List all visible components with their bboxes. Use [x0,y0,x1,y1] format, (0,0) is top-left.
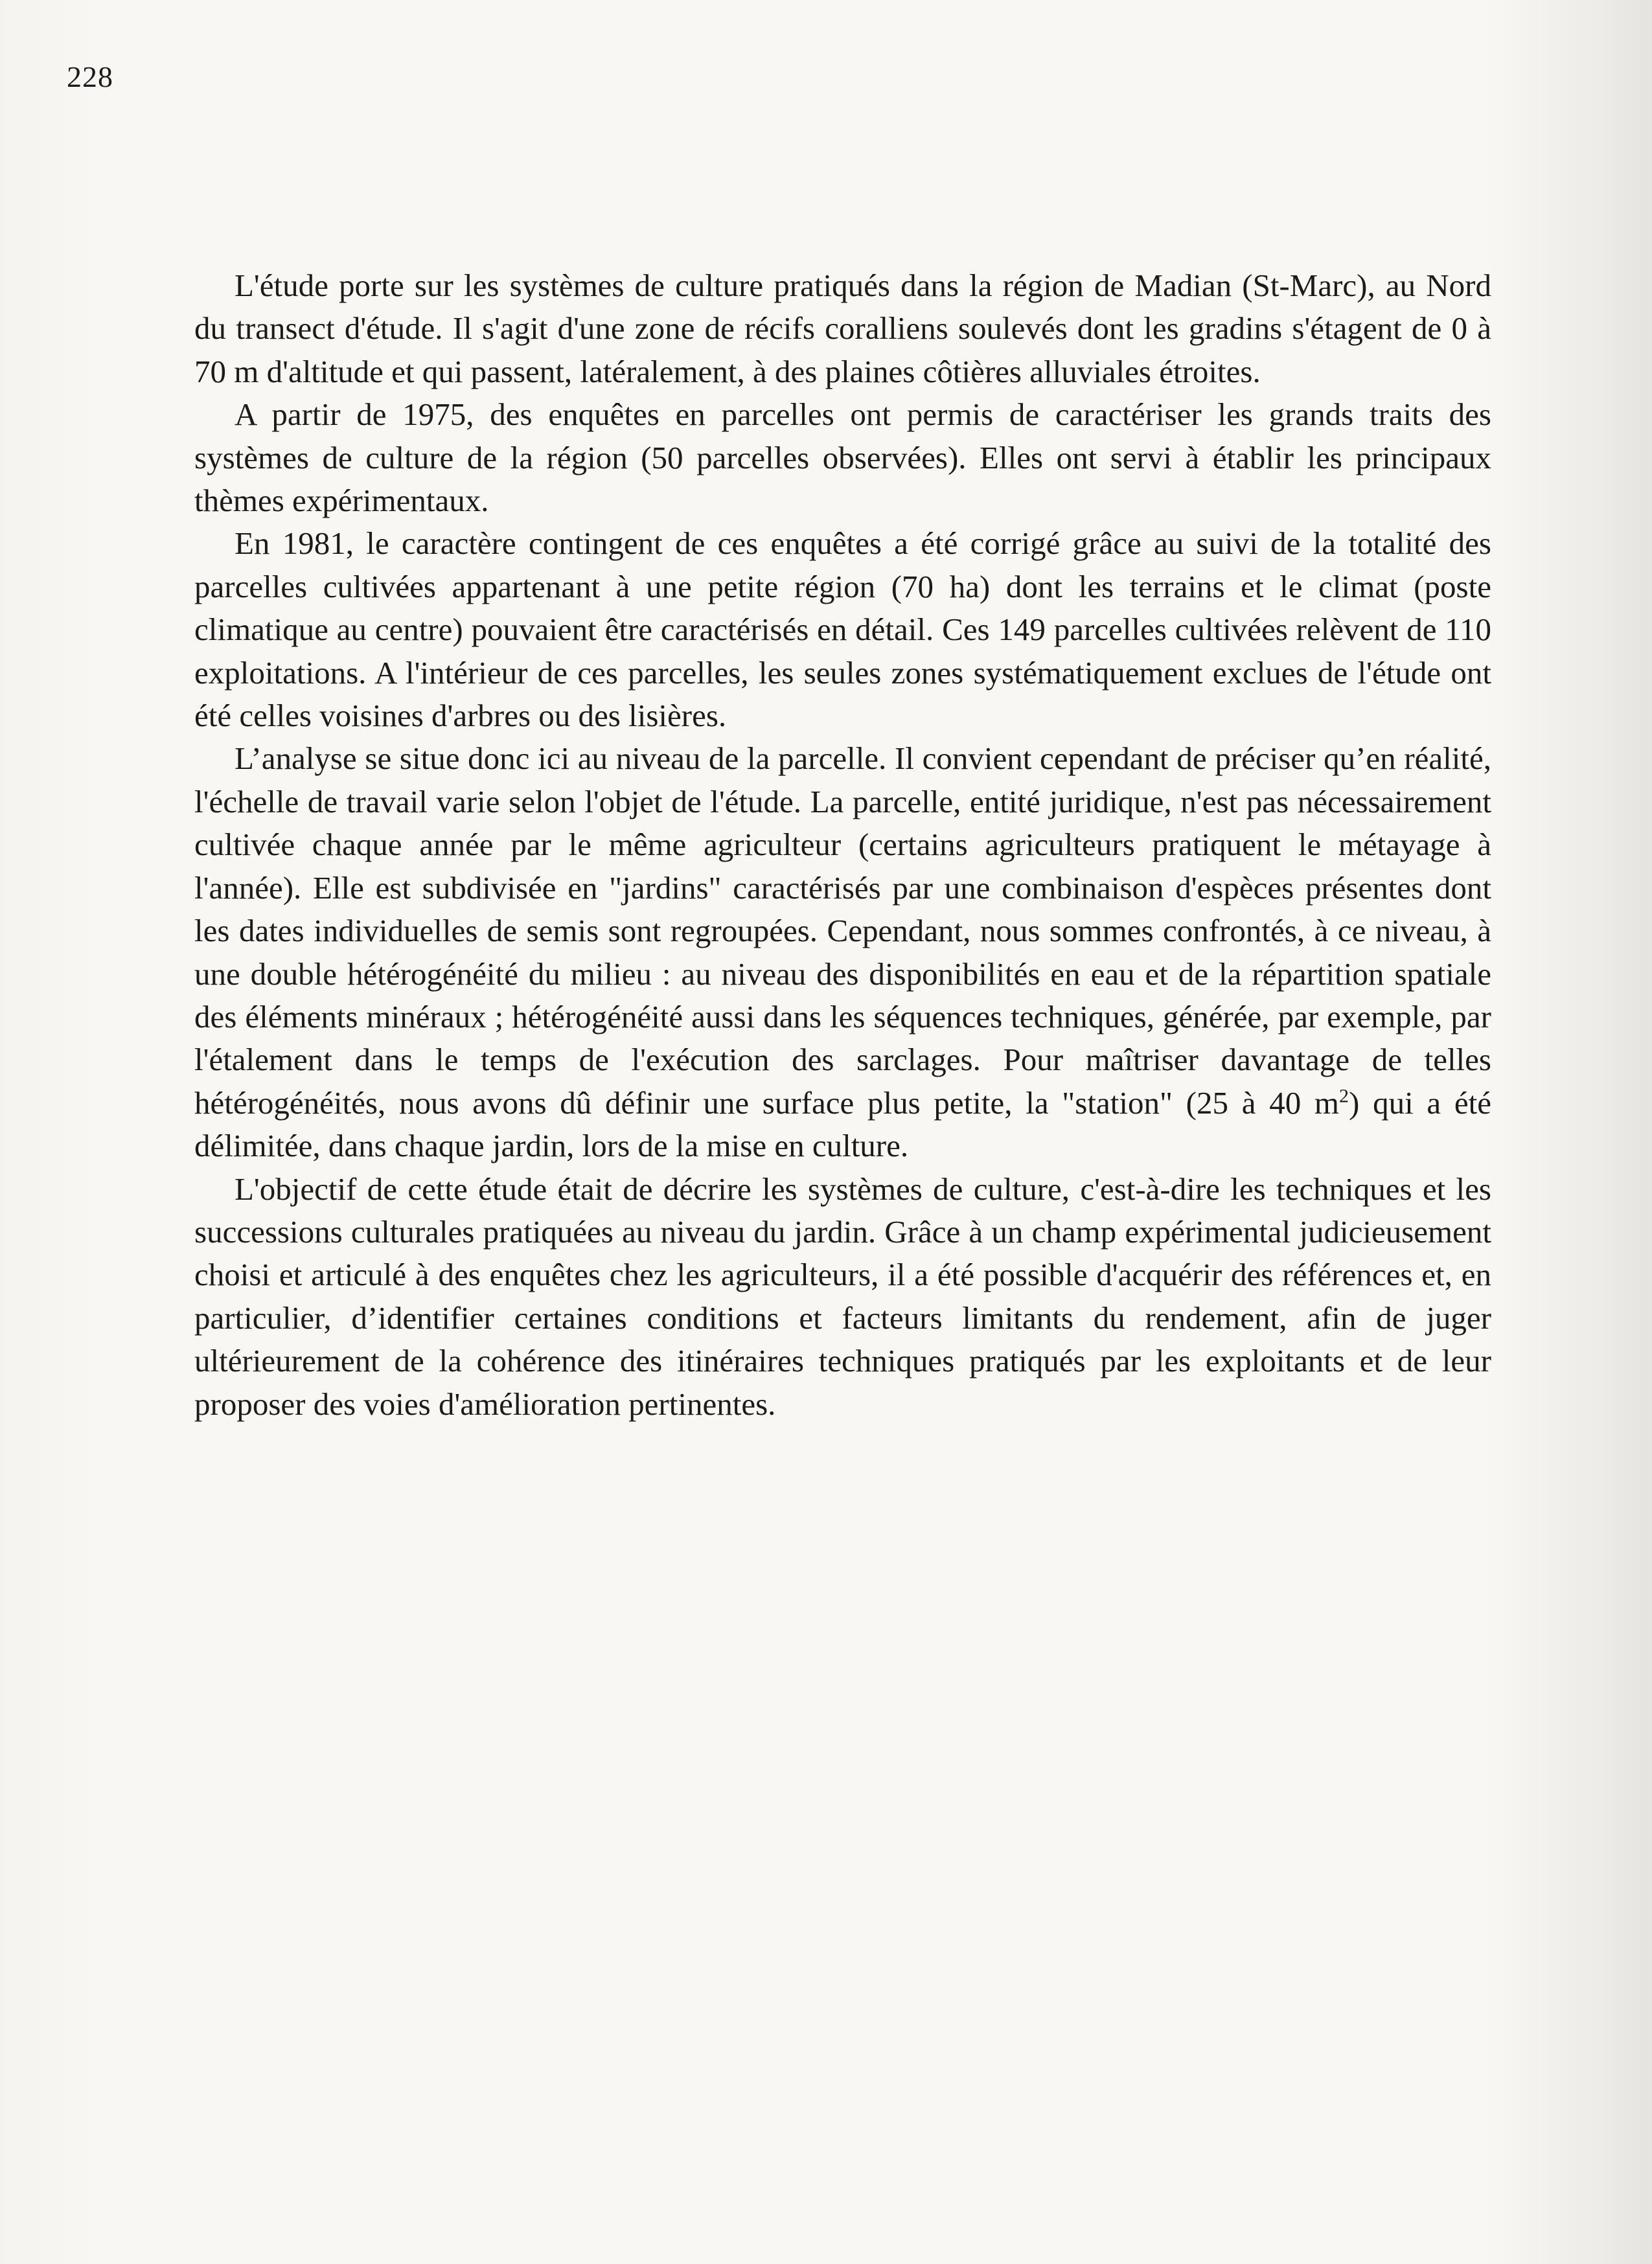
paragraph-analysis-level [194,737,1491,1167]
area-unit-exponent: 2 [1339,1085,1349,1107]
body-text [194,264,1491,1426]
page-number: 228 [67,60,113,93]
paragraph-followup-1981: En 1981, le caractère contingent de ces enquêtes a été corrigé grâce au suivi de la totalité des parcelles cultivées appartenant à une petite région (70 ha) dont les terrains et le climat (poste climatique au centre) pouvaient être caractérisés en détail. Ces 149 parcelles cultivées relèvent de 110 exploitations. A l'intérieur de ces parcelles, les seules zones systématiquement exclues de l'étude ont été celles voisines d'arbres ou des lisières. [194,525,1491,734]
paragraph-study-objective: L'objectif de cette étude était de décrire les systèmes de culture, c'est-à-dire les techniques et les successions culturales pratiquées au niveau du jardin. Grâce à un champ expérimental judicieusement choisi et articulé à des enquêtes chez les agriculteurs, il a été possible d'acquérir des références et, en particulier, d’identifier certaines conditions et facteurs limitants du rendement, afin de juger ultérieurement de la cohérence des itinéraires techniques pratiqués par les exploitants et de leur proposer des voies d'amélioration pertinentes. [194,1171,1491,1422]
paragraph-surveys-1975: A partir de 1975, des enquêtes en parcelles ont permis de caractériser les grands traits des systèmes de culture de la région (50 parcelles observées). Elles ont servi à établir les principaux thèmes expérimentaux. [194,396,1491,519]
paragraph-study-area: L'étude porte sur les systèmes de culture pratiqués dans la région de Madian (St-Marc), au Nord du transect d'étude. Il s'agit d'une zone de récifs coralliens soulevés dont les gradins s'étagent de 0 à 70 m d'altitude et qui passent, latéralement, à des plaines côtières alluviales étroites. [194,268,1491,389]
analysis-level-text-end: ) qui a été délimitée, dans chaque jardin, lors de la mise en culture. [194,1084,1491,1164]
analysis-level-text: L’analyse se situe donc ici au niveau de la parcelle. Il convient cependant de préciser qu’en réalité, l'échelle de travail varie selon l'objet de l'étude. La parcelle, entité juridique, n'est pas nécessairement cultivée chaque année par le même agriculteur (certains agriculteurs pratiquent le métayage à l'année). Elle est subdivisée en "jardins" caractérisés par une combinaison d'espèces présentes dont les dates individuelles de semis sont regroupées. Cependant, nous sommes confrontés, à ce niveau, à une double hétérogénéité du milieu : au niveau des disponibilités en eau et de la répartition spatiale des éléments minéraux ; hétérogénéité aussi dans les séquences techniques, générée, par exemple, par l'étalement dans le temps de l'exécution des sarclages. Pour maîtriser davantage de telles hétérogénéités, nous avons dû définir une surface plus petite, la "station" (25 à 40 m [194,740,1491,1121]
